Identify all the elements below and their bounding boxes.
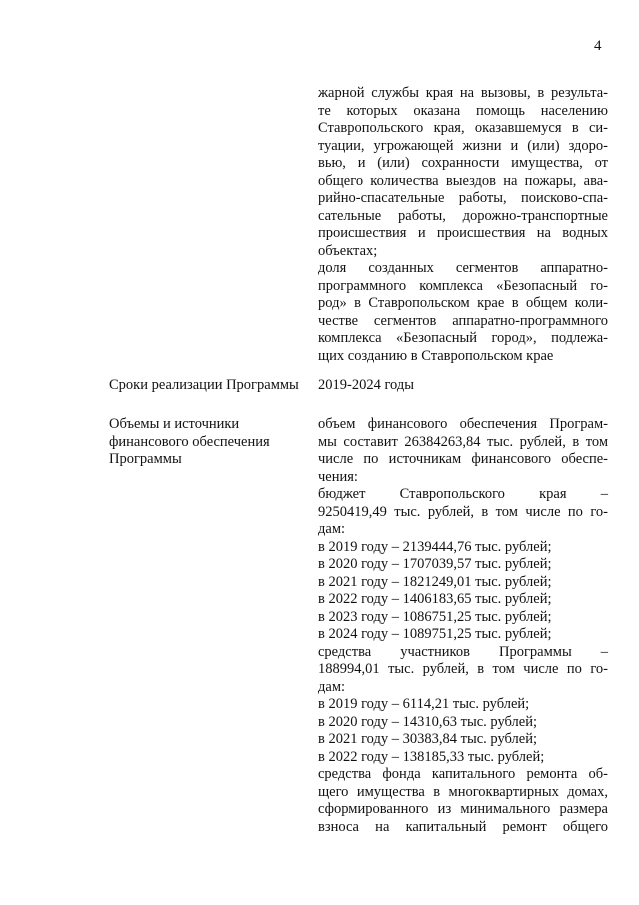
funding-label-line: Объемы и источники [109,416,240,432]
text-line: честве сегментов аппаратно-программного [318,312,608,329]
text-line: рийно-спасательные работы, поисково-спа- [318,190,608,206]
page-number: 4 [594,38,602,54]
text-line: род» в Ставропольском крае в общем коли- [318,295,608,311]
funding-label-line: финансового обеспечения [109,433,270,450]
indicators-text-block [318,85,608,365]
text-line: те которых оказана помощь населению [318,102,608,119]
text-line: бюджет Ставропольского края – [318,486,608,502]
text-line: сформированного из минимального размера [318,801,608,817]
text-line: в 2019 году – 2139444,76 тыс. рублей; [318,538,552,555]
text-line: туации, угрожающей жизни и (или) здоро- [318,137,608,154]
text-line: Ставропольского края, оказавшемуся в си- [318,120,608,136]
text-line: числе по источникам финансового обеспе- [318,451,608,467]
text-line: комплекса «Безопасный город», подлежа- [318,330,608,346]
text-line: в 2021 году – 30383,84 тыс. рублей; [318,731,538,747]
text-line: общего количества выездов на пожары, ава- [318,172,608,189]
text-line: в 2022 году – 1406183,65 тыс. рублей; [318,591,552,607]
text-line: средства участников Программы – [318,643,608,660]
text-line: щих созданию в Ставропольском крае [318,347,554,364]
text-line: мы составит 26384263,84 тыс. рублей, в том [318,433,608,450]
text-line: взноса на капитальный ремонт общего [318,818,608,835]
text-line: в 2023 году – 1086751,25 тыс. рублей; [318,608,552,625]
text-line: в 2019 году – 6114,21 тыс. рублей; [318,696,530,712]
text-line: происшествия и происшествия на водных [318,225,608,241]
terms-label: Сроки реализации Программы [109,377,299,393]
text-line: средства фонда капитального ремонта об- [318,766,608,782]
text-line: дам: [318,521,346,537]
text-line: жарной службы края на вызовы, в результа- [318,85,608,101]
text-line: объем финансового обеспечения Програм- [318,416,608,432]
text-line: в 2021 году – 1821249,01 тыс. рублей; [318,573,552,590]
text-line: щего имущества в многоквартирных домах, [318,783,608,800]
text-line: программного комплекса «Безопасный го- [318,277,608,294]
funding-text-block [318,416,608,836]
terms-value: 2019-2024 годы [318,377,414,393]
text-line: 188994,01 тыс. рублей, в том числе по го- [318,661,608,677]
funding-label [109,416,309,469]
text-line: объектах; [318,242,378,259]
text-line: дам: [318,678,346,695]
text-line: в 2022 году – 138185,33 тыс. рублей; [318,748,545,765]
funding-label-line: Программы [109,451,182,467]
text-line: в 2020 году – 1707039,57 тыс. рублей; [318,556,552,572]
text-line: доля созданных сегментов аппаратно- [318,260,608,276]
text-line: чения: [318,468,358,485]
text-line: сательные работы, дорожно-транспортные [318,207,608,224]
text-line: в 2020 году – 14310,63 тыс. рублей; [318,713,538,730]
text-line: 9250419,49 тыс. рублей, в том числе по го- [318,503,608,520]
text-line: вью, и (или) сохранности имущества, от [318,155,608,171]
text-line: в 2024 году – 1089751,25 тыс. рублей; [318,626,552,642]
